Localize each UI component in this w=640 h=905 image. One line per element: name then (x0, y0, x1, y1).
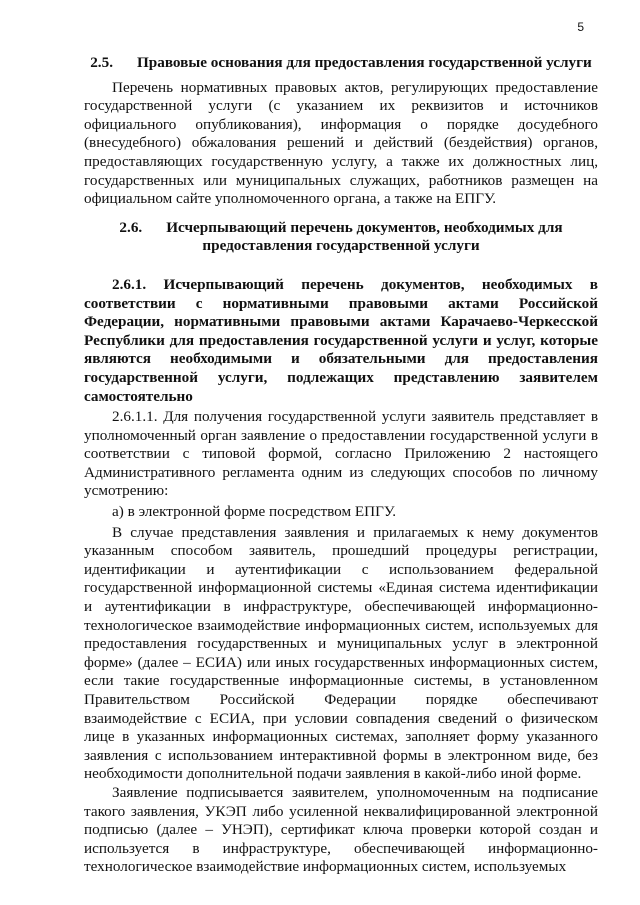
document-body (84, 54, 598, 877)
section-2-6-1-heading: 2.6.1. Исчерпывающий перечень документов, необходимых в соответствии с нормативными правовыми актами Российской Федерации, нормативными правовыми актами Карачаево-Черкесской Республики для предоставления государственной услуги и услуг, которые являются необходимыми и обязательными для предоставления государственной услуги, подлежащих представлению заявителем самостоятельно (84, 275, 598, 405)
paragraph-esia: В случае представления заявления и прилагаемых к нему документов указанным способом заявитель, прошедший процедуры регистрации, идентификации и аутентификации с использованием федеральной государственной информационной системы «Единая система идентификации и аутентификации в инфраструктуре, обеспечивающей информационно-технологическое взаимодействие информационных систем, используемых для предоставления государственных и муниципальных услуг в электронной форме» (далее – ЕСИА) или иных государственных информационных систем, если такие государственные информационные системы, в установленном Правительством Российской Федерации порядке обеспечивают взаимодействие с ЕСИА, при условии совпадения сведений о физическом лице в указанных информационных системах, заполняет форму указанного заявления с использованием интерактивной формы в электронном виде, без необходимости дополнительной подачи заявления в какой-либо иной форме. (84, 523, 598, 783)
page-number: 5 (577, 20, 584, 34)
paragraph-signature: Заявление подписывается заявителем, уполномоченным на подписание такого заявления, УКЭП либо усиленной неквалифицированной электронной подписью (далее – УНЭП), сертификат ключа проверки которой создан и используется в инфраструктуре, обеспечивающей информационно-технологическое взаимодействие информационных систем, используемых (84, 783, 598, 876)
section-2-5-title: Правовые основания для предоставления государственной услуги (136, 54, 592, 71)
list-item-a: а) в электронной форме посредством ЕПГУ. (112, 503, 396, 521)
section-2-6-heading (84, 219, 598, 256)
section-2-5-number: 2.5. (90, 54, 113, 71)
paragraph-2-6-1-1: 2.6.1.1. Для получения государственной услуги заявитель представляет в уполномоченный орган заявление о предоставлении государственной услуги в соответствии с типовой формой, согласно Приложению 2 настоящего Административного регламента одним из следующих способов по личному усмотрению: (84, 408, 598, 500)
section-2-6-number: 2.6. (119, 218, 143, 236)
section-2-5-paragraph: Перечень нормативных правовых актов, регулирующих предоставление государственной услуги (с указанием их реквизитов и источников официального опубликования), информация о порядке досудебного (внесудебного) обжалования решений и действий (бездействия) органов, предоставляющих государственную услугу, а также их должностных лиц, государственных или муниципальных служащих, работников размещен на официальном сайте уполномоченного органа, а также на ЕПГУ. (84, 78, 598, 208)
section-2-5-heading (84, 54, 598, 73)
section-2-6-title: Исчерпывающий перечень документов, необходимых для предоставления государственной услуги (166, 218, 563, 255)
